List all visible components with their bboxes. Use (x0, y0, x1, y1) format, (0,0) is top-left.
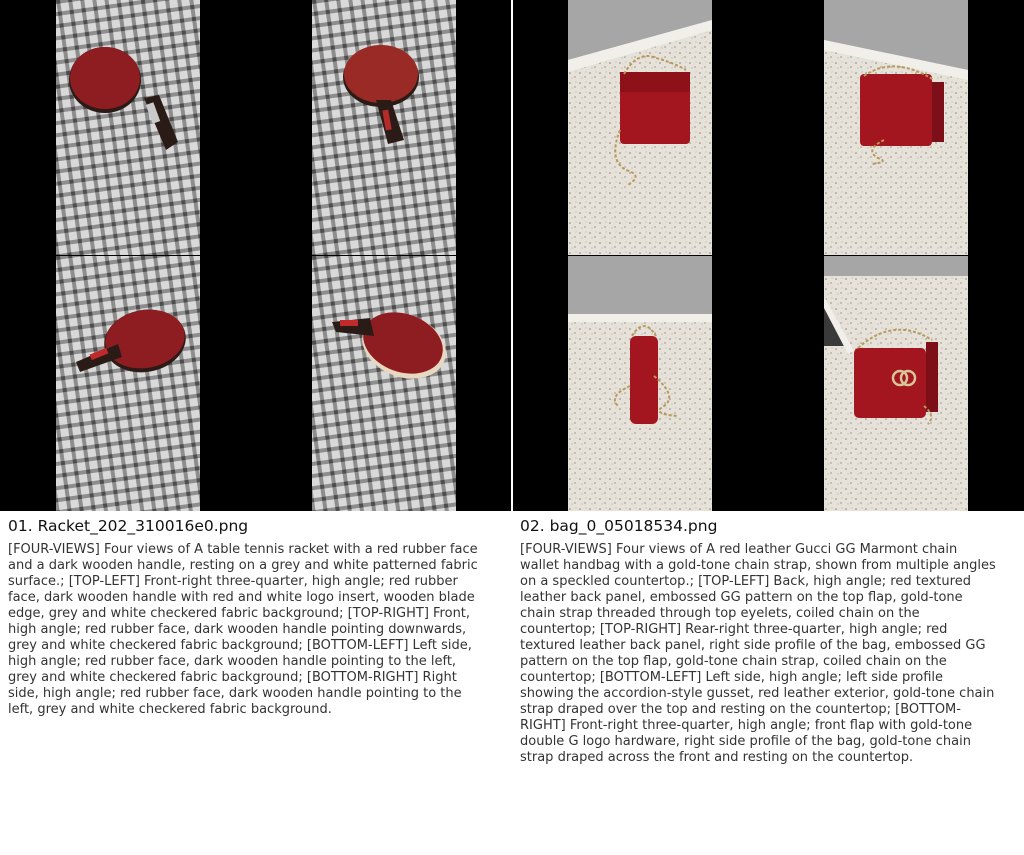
bag-photo-bottom-left (568, 256, 712, 511)
view-top-right (312, 0, 456, 255)
racket-photo-top-right (312, 0, 456, 255)
view-bottom-right (312, 256, 456, 511)
image-grid (0, 0, 511, 511)
racket-photo-bottom-right (312, 256, 456, 511)
image-grid (513, 0, 1024, 511)
view-top-right (824, 0, 968, 255)
view-top-left (568, 0, 712, 255)
bag-photo-top-left (568, 0, 712, 255)
image-description: [FOUR-VIEWS] Four views of A table tennis racket with a red rubber face and a dark wooden handle, resting on a grey and white patterned fabric surface.; [TOP-LEFT] Front-right three-quarter, high angle; red rubber face, dark wooden handle with red and white logo insert, wooden blade edge, grey and white checkered fabric background; [TOP-RIGHT] Front, high angle; red rubber face, dark wooden handle pointing downwards, grey and white checkered fabric background; [BOTTOM-LEFT] Left side, high angle; red rubber face, dark wooden handle pointing to the left, grey and white checkered fabric background; [BOTTOM-RIGHT] Right side, high angle; red rubber face, dark wooden handle pointing to the left, grey and white checkered fabric background. (8, 542, 478, 717)
bag-photo-bottom-right (824, 256, 968, 511)
view-bottom-left (56, 256, 200, 511)
view-top-left (56, 0, 200, 255)
panel-bag (512, 0, 1024, 855)
image-title: 01. Racket_202_310016e0.png (8, 517, 249, 535)
racket-photo-bottom-left (56, 256, 200, 511)
view-bottom-right (824, 256, 968, 511)
view-bottom-left (568, 256, 712, 511)
image-description: [FOUR-VIEWS] Four views of A red leather Gucci GG Marmont chain wallet handbag with a gold-tone chain strap, shown from multiple angles on a speckled countertop.; [TOP-LEFT] Back, high angle; red textured leather back panel, embossed GG pattern on the top flap, gold-tone chain strap threaded through top eyelets, coiled chain on the countertop; [TOP-RIGHT] Rear-right three-quarter, high angle; red textured leather back panel, right side profile of the bag, embossed GG pattern on the top flap, gold-tone chain strap, coiled chain on the countertop; [BOTTOM-LEFT] Left side, high angle; left side profile showing the accordion-style gusset, red leather exterior, gold-tone chain strap draped over the top and resting on the countertop; [BOTTOM-RIGHT] Front-right three-quarter, high angle; front flap with gold-tone double G logo hardware, right side profile of the bag, gold-tone chain strap draped across the front and resting on the countertop. (520, 542, 996, 765)
image-title: 02. bag_0_05018534.png (520, 517, 718, 535)
bag-photo-top-right (824, 0, 968, 255)
racket-photo-top-left (56, 0, 200, 255)
